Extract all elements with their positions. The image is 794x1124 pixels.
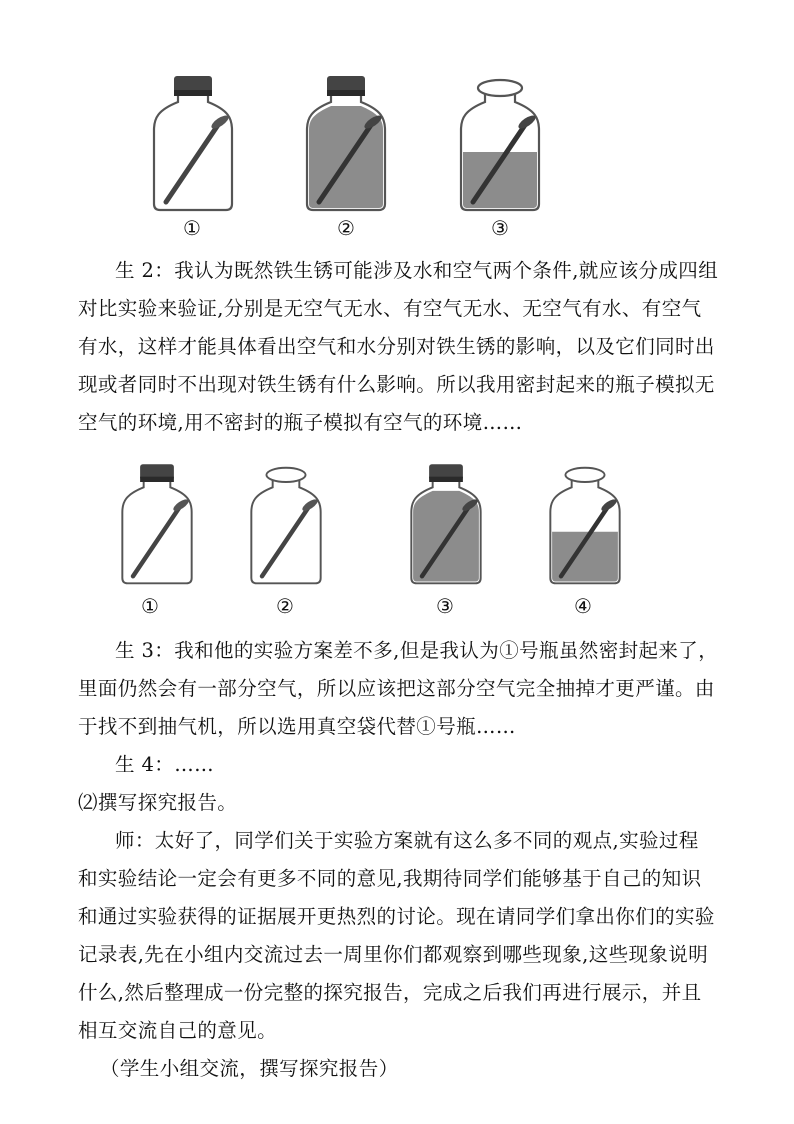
text-line: 有水，这样才能具体看出空气和水分别对铁生锈的影响，以及它们同时出 <box>78 335 715 358</box>
text-line: 和通过实验获得的证据展开更热烈的讨论。现在请同学们拿出你们的实验 <box>78 905 715 928</box>
bottle-sealed-water <box>301 70 391 212</box>
bottle-open-half-water <box>545 456 625 588</box>
text-line: 相互交流自己的意见。 <box>78 1019 278 1042</box>
text-line: 记录表,先在小组内交流过去一周里你们都观察到哪些现象,这些现象说明 <box>78 943 709 966</box>
figure-1-label-1: ① <box>183 216 201 240</box>
student-3-paragraph <box>0 632 794 746</box>
text-line: 生 2：我认为既然铁生锈可能涉及水和空气两个条件,就应该分成四组 <box>115 259 719 282</box>
text-line: 于找不到抽气机，所以选用真空袋代替①号瓶…… <box>78 715 516 738</box>
text-line: 空气的环境,用不密封的瓶子模拟有空气的环境…… <box>78 411 523 434</box>
activity-note <box>0 1050 794 1088</box>
text-line: （学生小组交流，撰写探究报告） <box>100 1057 399 1080</box>
bottle-sealed-dry <box>148 70 238 212</box>
student-2-paragraph <box>0 252 794 442</box>
figure-2-label-3: ③ <box>436 594 454 618</box>
text-line: 和实验结论一定会有更多不同的意见,我期待同学们能够基于自己的知识 <box>78 867 702 890</box>
bottle-open-dry <box>246 456 326 588</box>
text-line: 里面仍然会有一部分空气，所以应该把这部分空气完全抽掉才更严谨。由 <box>78 677 715 700</box>
text-line: 对比实验来验证,分别是无空气无水、有空气无水、无空气有水、有空气 <box>78 297 702 320</box>
bottle-sealed-water <box>406 456 486 588</box>
bottle-open-half-water <box>455 70 545 212</box>
student-4-paragraph <box>0 746 794 822</box>
text-line: 什么,然后整理成一份完整的探究报告，完成之后我们再进行展示，并且 <box>78 981 702 1004</box>
text-line: 师：太好了，同学们关于实验方案就有这么多不同的观点,实验过程 <box>115 829 699 852</box>
section-heading: ⑵撰写探究报告。 <box>78 791 238 814</box>
text-line: 生 3：我和他的实验方案差不多,但是我认为①号瓶虽然密封起来了， <box>115 639 719 662</box>
teacher-paragraph <box>0 822 794 1050</box>
figure-2-label-1: ① <box>141 594 159 618</box>
text-line: 现或者同时不出现对铁生锈有什么影响。所以我用密封起来的瓶子模拟无 <box>78 373 715 396</box>
figure-1-label-3: ③ <box>491 216 509 240</box>
figure-1-label-2: ② <box>337 216 355 240</box>
figure-2 <box>0 456 794 626</box>
bottle-sealed-dry <box>117 456 197 588</box>
text-line: 生 4：…… <box>115 753 215 776</box>
figure-2-label-4: ④ <box>574 594 592 618</box>
figure-2-label-2: ② <box>276 594 294 618</box>
figure-1 <box>0 70 794 240</box>
